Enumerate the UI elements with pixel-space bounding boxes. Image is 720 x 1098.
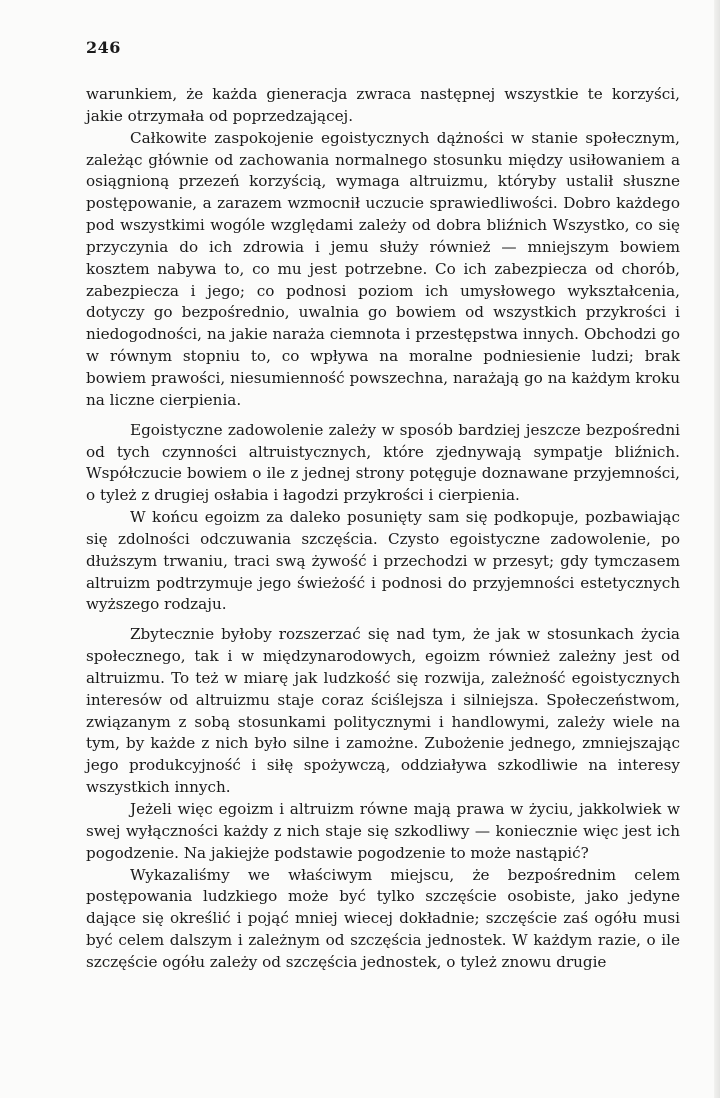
- paragraph-7: Wykazaliśmy we właściwym miejscu, że bezpośrednim celem postępowania ludzkiego może być tylko szczęście osobiste, jako jedyne dające się określić i pojąć mniej wiecej dokładnie; szczęście zaś ogółu musi być celem dalszym i zależnym od szczęścia jednostek. W każdym razie, o ile szczęście ogółu zależy od szczęścia jednostek, o tyleż znowu drugie: [86, 865, 680, 971]
- body-text: [86, 84, 680, 974]
- paragraph-2: Całkowite zaspokojenie egoistycznych dążności w stanie społecznym, zależąc głównie od zachowania normalnego stosunku między usiłowaniem a osiągnioną przezeń korzyścią, wymaga altruizmu, któryby ustalił słuszne postępowanie, a zarazem wzmocnił uczucie sprawiedliwości. Dobro każdego pod wszystkimi wogóle względami zależy od dobra bliźnich Wszystko, co się przyczynia do ich zdrowia i jemu służy również — mniejszym bowiem kosztem nabywa to, co mu jest potrzebne. Co ich zabezpiecza od chorób, zabezpiecza i jego; co podnosi poziom ich umysłowego wykształcenia, dotyczy go bezpośrednio, uwalnia go bowiem od wszystkich przykrości i niedogodności, na jakie naraża ciemnota i przestępstwa innych. Obchodzi go w równym stopniu to, co wpływa na moralne podniesienie ludzi; brak bowiem prawości, niesumienność powszechna, narażają go na każdym kroku na liczne cierpienia.: [86, 128, 680, 409]
- scan-edge: [714, 0, 720, 1098]
- paragraph-6: Jeżeli więc egoizm i altruizm równe mają prawa w życiu, jakkolwiek w swej wyłączności każdy z nich staje się szkodliwy — koniecznie więc jest ich pogodzenie. Na jakiejże podstawie pogodzenie to może nastąpić?: [86, 800, 680, 862]
- paragraph-3: Egoistyczne zadowolenie zależy w sposób bardziej jeszcze bezpośredni od tych czynności altruistycznych, które zjednywają sympatje bliźnich. Współczucie bowiem o ile z jednej strony potęguje doznawane przyjemności, o tyleż z drugiej osłabia i łagodzi przykrości i cierpienia.: [86, 420, 680, 505]
- paragraph-1: warunkiem, że każda gieneracja zwraca następnej wszystkie te korzyści, jakie otrzymała od poprzedzającej.: [86, 85, 680, 125]
- paragraph-4: W końcu egoizm za daleko posunięty sam się podkopuje, pozbawiając się zdolności odczuwania szczęścia. Czysto egoistyczne zadowolenie, po dłuższym trwaniu, traci swą żywość i przechodzi w przesyt; gdy tymczasem altruizm podtrzymuje jego świeżość i podnosi do przyjemności estetycznych wyższego rodzaju.: [86, 508, 680, 614]
- page-number: 246: [86, 38, 121, 57]
- paragraph-5: Zbytecznie byłoby rozszerzać się nad tym, że jak w stosunkach życia społecznego, tak i w międzynarodowych, egoizm również zależny jest od altruizmu. To też w miarę jak ludzkość się rozwija, zależność egoistycznych interesów od altruizmu staje coraz ściślejsza i silniejsza. Społeczeństwom, związanym z sobą stosunkami politycznymi i handlowymi, zależy wiele na tym, by każde z nich było silne i zamożne. Zubożenie jednego, zmniejszając jego produkcyjność i siłę spożywczą, oddziaływa szkodliwie na interesy wszystkich innych.: [86, 625, 680, 797]
